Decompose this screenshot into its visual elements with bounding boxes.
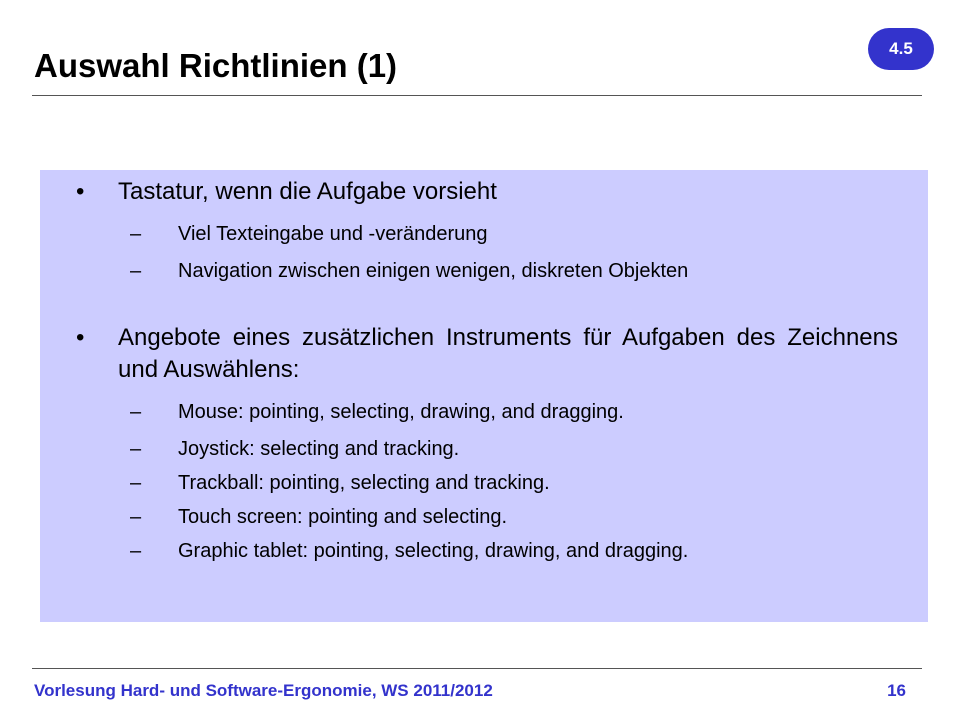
- footer-page-number: 16: [887, 681, 906, 700]
- subpoint-touch-screen: [76, 505, 898, 530]
- content-box: [40, 170, 928, 622]
- section-badge: 4.5: [868, 28, 934, 70]
- subpoint-graphic-tablet: [76, 539, 898, 564]
- subpoint-trackball: [76, 471, 898, 496]
- bullet-point-keyboard: [76, 176, 898, 208]
- subpoint-text: Mouse: pointing, selecting, drawing, and dragging.: [178, 401, 624, 423]
- slide-title: Auswahl Richtlinien (1): [34, 47, 398, 84]
- subpoint-text: Touch screen: pointing and selecting.: [178, 506, 508, 528]
- bullet-icon: •: [76, 324, 85, 351]
- subpoint-text: Joystick: selecting and tracking.: [178, 438, 460, 460]
- dash-icon: –: [130, 401, 142, 423]
- dash-icon: –: [130, 472, 142, 494]
- dash-icon: –: [130, 506, 142, 528]
- footer-course: Vorlesung Hard- und Software-Ergonomie, WS 2011/2012: [34, 681, 493, 700]
- subpoint-text: Navigation zwischen einigen wenigen, diskreten Objekten: [178, 260, 689, 282]
- subpoint-joystick: [76, 437, 898, 462]
- bullet-text: Tastatur, wenn die Aufgabe vorsieht: [118, 178, 497, 205]
- subpoint-mouse: [76, 400, 898, 425]
- subpoint-text: Graphic tablet: pointing, selecting, drawing, and dragging.: [178, 540, 689, 562]
- subpoint-text-input: [76, 222, 898, 247]
- bullet-point-instruments: [76, 322, 898, 386]
- dash-icon: –: [130, 438, 142, 460]
- bullet-text: Angebote eines zusätzlichen Instruments für Aufgaben des Zeichnens und Auswählens:: [118, 324, 898, 383]
- dash-icon: –: [130, 540, 142, 562]
- subpoint-text: Trackball: pointing, selecting and tracking.: [178, 472, 550, 494]
- dash-icon: –: [130, 260, 142, 282]
- footer-divider: [32, 668, 922, 669]
- subpoint-navigation: [76, 259, 898, 284]
- dash-icon: –: [130, 223, 142, 245]
- title-divider: [32, 95, 922, 96]
- subpoint-text: Viel Texteingabe und -veränderung: [178, 223, 488, 245]
- bullet-icon: •: [76, 178, 85, 205]
